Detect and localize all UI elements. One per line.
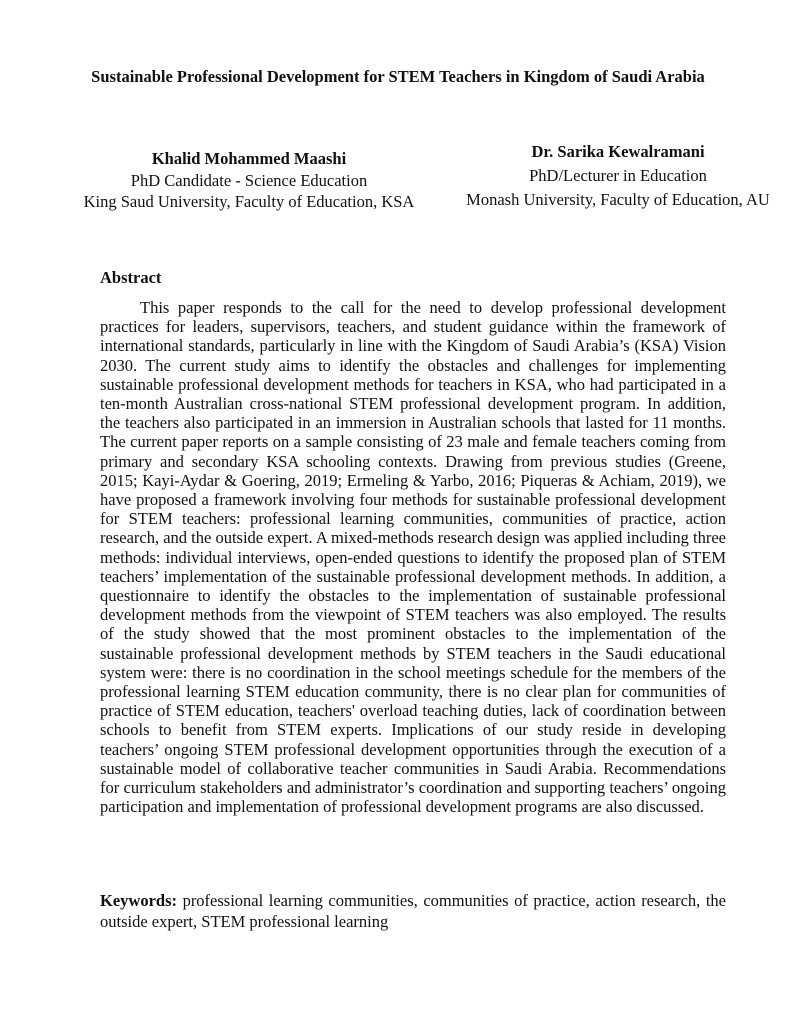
abstract-heading: Abstract (100, 268, 162, 287)
keywords (100, 891, 726, 932)
keywords-label: Keywords: (100, 891, 177, 910)
author-role: PhD/Lecturer in Education (529, 166, 707, 185)
abstract-body: This paper responds to the call for the need to develop professional development practices for leaders, supervisors, teachers, and student guidance within the framework of international standards, particularly in line with the Kingdom of Saudi Arabia’s (KSA) Vision 2030. The current study aims to identify the obstacles and challenges for implementing sustainable professional development methods for teachers in KSA, who had participated in a ten-month Australian cross-national STEM professional development program. In addition, the teachers also participated in an immersion in Australian schools that lasted for 11 months. The current paper reports on a sample consisting of 23 male and female teachers coming from primary and secondary KSA schooling contexts. Drawing from previous studies (Greene, 2015; Kayi-Aydar & Goering, 2019; Ermeling & Yarbo, 2016; Piqueras & Achiam, 2019), we have proposed a framework involving four methods for sustainable professional development for STEM teachers: professional learning communities, communities of practice, action research, and the outside expert. A mixed-methods research design was applied including three methods: individual interviews, open-ended questions to identify the proposed plan of STEM teachers’ implementation of the sustainable professional development methods. In addition, a questionnaire to identify the obstacles to the implementation of sustainable professional development methods from the viewpoint of STEM teachers was also employed. The results of the study showed that the most prominent obstacles to the implementation of the sustainable professional development methods by STEM teachers in the Saudi educational system were: there is no coordination in the school meetings schedule for the members of the professional learning STEM education community, there is no clear plan for communities of practice of STEM education, teachers' overload teaching duties, lack of coordination between schools to benefit from STEM experts. Implications of our study reside in developing teachers’ ongoing STEM professional development opportunities through the execution of a sustainable model of collaborative teacher communities in Saudi Arabia. Recommendations for curriculum stakeholders and administrator’s coordination and supporting teachers’ ongoing participation and implementation of professional development programs are also discussed. (100, 298, 726, 817)
author-affiliation: King Saud University, Faculty of Education, KSA (83, 192, 415, 211)
author-block-2 (448, 140, 788, 212)
paper-title: Sustainable Professional Development for STEM Teachers in Kingdom of Saudi Arabia (91, 67, 705, 86)
author-block-1 (50, 148, 448, 213)
keywords-text: professional learning communities, communities of practice, action research, the outside expert, STEM professional learning (100, 891, 726, 931)
author-affiliation: Monash University, Faculty of Education, AU (466, 190, 770, 209)
author-name: Khalid Mohammed Maashi (151, 149, 347, 168)
author-role: PhD Candidate - Science Education (130, 170, 368, 190)
author-name: Dr. Sarika Kewalramani (531, 142, 705, 161)
